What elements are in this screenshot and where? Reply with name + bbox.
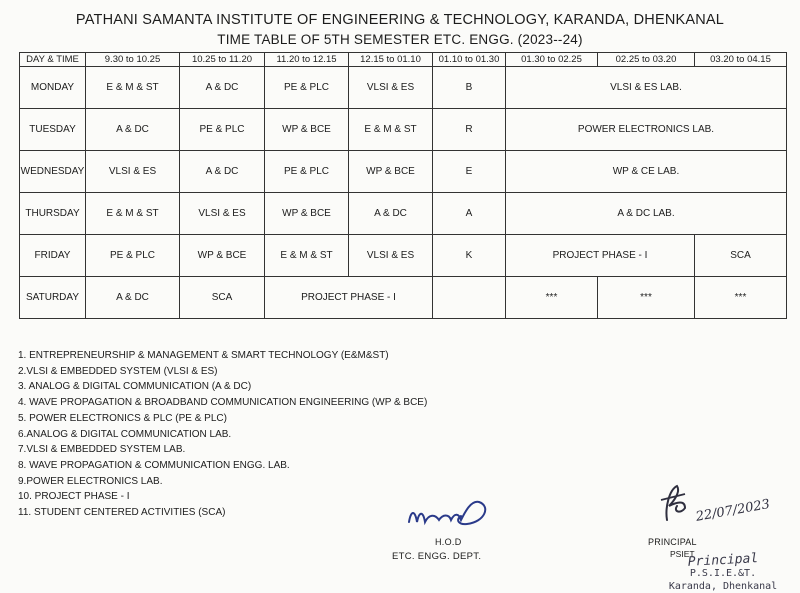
period-cell: E & M & ST xyxy=(265,235,349,277)
slot-header: 01.10 to 01.30 xyxy=(433,53,506,67)
lab-cell: POWER ELECTRONICS LAB. xyxy=(506,109,787,151)
period-cell: WP & BCE xyxy=(349,151,433,193)
period-cell: VLSI & ES xyxy=(349,67,433,109)
period-cell: A & DC xyxy=(180,151,265,193)
period-cell: PE & PLC xyxy=(86,235,180,277)
hod-department: ETC. ENGG. DEPT. xyxy=(392,551,482,562)
day-cell: WEDNESDAY xyxy=(20,151,86,193)
project-cell: PROJECT PHASE - I xyxy=(506,235,695,277)
principal-signature xyxy=(655,478,785,528)
period-cell: PE & PLC xyxy=(180,109,265,151)
sca-cell: SCA xyxy=(695,235,787,277)
period-cell: E & M & ST xyxy=(349,109,433,151)
legend-item: 2.VLSI & EMBEDDED SYSTEM (VLSI & ES) xyxy=(18,365,218,377)
stamp-principal: Principal xyxy=(687,551,759,570)
lab-cell: VLSI & ES LAB. xyxy=(506,67,787,109)
period-cell: *** xyxy=(598,277,695,319)
period-cell: WP & BCE xyxy=(265,193,349,235)
lab-cell: A & DC LAB. xyxy=(506,193,787,235)
period-cell: PE & PLC xyxy=(265,67,349,109)
day-cell: MONDAY xyxy=(20,67,86,109)
table-row xyxy=(20,109,787,151)
break-cell: K xyxy=(433,235,506,277)
period-cell: *** xyxy=(506,277,598,319)
corner-cell: DAY & TIME xyxy=(20,53,86,67)
legend-item: 5. POWER ELECTRONICS & PLC (PE & PLC) xyxy=(18,412,227,424)
period-cell: E & M & ST xyxy=(86,67,180,109)
period-cell: A & DC xyxy=(349,193,433,235)
principal-title: PRINCIPAL xyxy=(648,537,697,547)
day-cell: SATURDAY xyxy=(20,277,86,319)
slot-header: 12.15 to 01.10 xyxy=(349,53,433,67)
hod-title: H.O.D xyxy=(435,537,462,547)
period-cell: VLSI & ES xyxy=(86,151,180,193)
project-cell: PROJECT PHASE - I xyxy=(265,277,433,319)
table-row xyxy=(20,235,787,277)
table-row xyxy=(20,277,787,319)
stamp-institute: P.S.I.E.&T. xyxy=(689,568,757,579)
day-cell: THURSDAY xyxy=(20,193,86,235)
abbreviation-legend xyxy=(18,348,427,521)
period-cell: A & DC xyxy=(86,109,180,151)
break-cell: A xyxy=(433,193,506,235)
timetable xyxy=(19,52,787,319)
period-cell: WP & BCE xyxy=(180,235,265,277)
break-cell: B xyxy=(433,67,506,109)
period-cell: PE & PLC xyxy=(265,151,349,193)
period-cell: *** xyxy=(695,277,787,319)
timetable-subtitle: TIME TABLE OF 5TH SEMESTER ETC. ENGG. (2023--24) xyxy=(217,32,583,47)
legend-item: 11. STUDENT CENTERED ACTIVITIES (SCA) xyxy=(18,507,226,519)
hod-signature xyxy=(405,492,495,532)
period-cell: VLSI & ES xyxy=(349,235,433,277)
period-cell: A & DC xyxy=(86,277,180,319)
table-row xyxy=(20,67,787,109)
period-cell: VLSI & ES xyxy=(180,193,265,235)
slot-header: 11.20 to 12.15 xyxy=(265,53,349,67)
legend-item: 6.ANALOG & DIGITAL COMMUNICATION LAB. xyxy=(18,428,232,440)
day-cell: TUESDAY xyxy=(20,109,86,151)
period-cell: A & DC xyxy=(180,67,265,109)
principal-stamp xyxy=(668,553,778,592)
period-cell: E & M & ST xyxy=(86,193,180,235)
slot-header: 9.30 to 10.25 xyxy=(86,53,180,67)
slot-header: 02.25 to 03.20 xyxy=(598,53,695,67)
break-cell: R xyxy=(433,109,506,151)
slot-header: 10.25 to 11.20 xyxy=(180,53,265,67)
legend-item: 3. ANALOG & DIGITAL COMMUNICATION (A & DC) xyxy=(18,381,252,393)
period-cell: WP & BCE xyxy=(265,109,349,151)
table-row xyxy=(20,151,787,193)
legend-item: 1. ENTREPRENEURSHIP & MANAGEMENT & SMART TECHNOLOGY (E&M&ST) xyxy=(18,350,389,361)
legend-item: 4. WAVE PROPAGATION & BROADBAND COMMUNICATION ENGINEERING (WP & BCE) xyxy=(18,397,428,409)
legend-item: 10. PROJECT PHASE - I xyxy=(18,491,130,503)
break-cell: E xyxy=(433,151,506,193)
institute-title: PATHANI SAMANTA INSTITUTE OF ENGINEERING & TECHNOLOGY, KARANDA, DHENKANAL xyxy=(75,12,725,28)
slot-header: 01.30 to 02.25 xyxy=(506,53,598,67)
break-cell xyxy=(433,277,506,319)
header-row xyxy=(20,53,787,67)
day-cell: FRIDAY xyxy=(20,235,86,277)
slot-header: 03.20 to 04.15 xyxy=(695,53,787,67)
period-cell: SCA xyxy=(180,277,265,319)
legend-item: 8. WAVE PROPAGATION & COMMUNICATION ENGG. LAB. xyxy=(18,459,290,471)
lab-cell: WP & CE LAB. xyxy=(506,151,787,193)
svg-text:22/07/2023: 22/07/2023 xyxy=(694,497,772,525)
legend-item: 7.VLSI & EMBEDDED SYSTEM LAB. xyxy=(18,444,186,456)
table-row xyxy=(20,193,787,235)
principal-org: PSIET xyxy=(670,549,695,559)
legend-item: 9.POWER ELECTRONICS LAB. xyxy=(18,475,163,487)
stamp-location: Karanda, Dhenkanal xyxy=(668,581,778,592)
